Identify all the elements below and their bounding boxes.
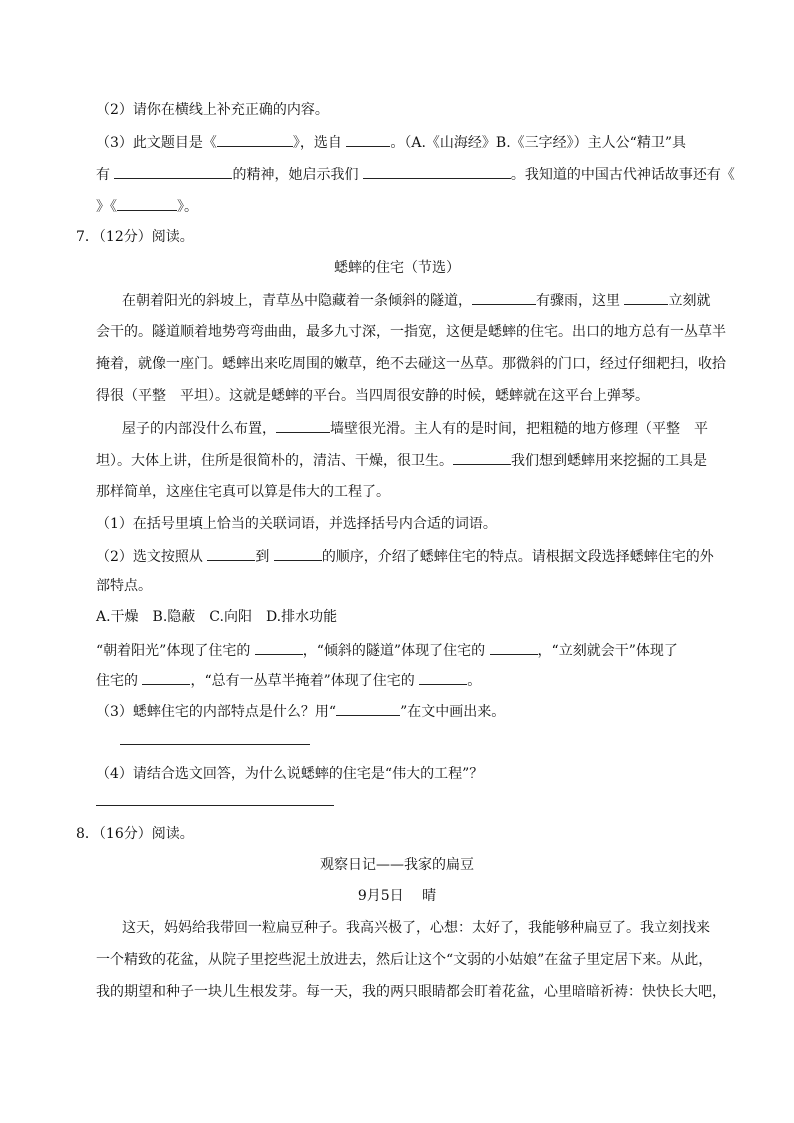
answer-blank[interactable] [624,290,668,305]
answer-blank[interactable] [114,164,232,179]
q7-options: A.干燥 B.隐蔽 C.向阳 D.排水功能 [96,609,338,625]
q8-line1: 这天，妈妈给我带回一粒扁豆种子。我高兴极了，心想：太好了，我能够种扁豆了。我立刻找来 [122,920,710,936]
answer-blank[interactable] [142,670,190,685]
q7-p1-line1: 在朝着阳光的斜坡上，青草丛中隐藏着一条倾斜的隧道， 有骤雨，这里 立刻就 [122,290,710,311]
answer-blank[interactable] [117,196,177,211]
answer-blank[interactable] [419,670,467,685]
q8-header: 8．（16分）阅读。 [76,826,194,842]
q8-passage-title: 观察日记——我家的扁豆 [320,857,474,873]
answer-blank[interactable] [472,290,536,305]
answer-blank[interactable] [363,164,511,179]
q7-sub1: （1）在括号里填上恰当的关联词语，并选择括号内合适的词语。 [96,516,497,532]
q7-sub3: （3）蟋蟀住宅的内部特点是什么？用“ ”在文中画出来。 [96,701,505,722]
q7-header: 7．（12分）阅读。 [76,229,194,245]
answer-blank[interactable] [346,132,390,147]
q7-p2-line1: 屋子的内部没什么布置， 墙壁很光滑。主人有的是时间，把粗糙的地方修理（平整 平 [122,418,708,439]
answer-blank[interactable] [255,640,303,655]
q7-passage-title: 蟋蟀的住宅（节选） [334,260,460,276]
answer-blank[interactable] [490,640,538,655]
q7-p1-line4: 得很（平整 平坦）。这就是蟋蟀的平台。当四周很安静的时候，蟋蟀就在这平台上弹琴。 [96,388,649,404]
answer-blank[interactable] [276,418,330,433]
q6-sub3-line2: 有 的精神，她启示我们 。我知道的中国古代神话故事还有《 [96,164,735,185]
answer-line[interactable] [96,805,334,806]
q7-sub4: （4）请结合选文回答，为什么说蟋蟀的住宅是“伟大的工程”？ [96,766,484,782]
answer-blank[interactable] [217,132,293,147]
q7-sub2-line2: 部特点。 [96,578,152,594]
answer-blank[interactable] [207,546,255,561]
q7-p1-line2: 会干的。隧道顺着地势弯弯曲曲，最多九寸深，一指宽，这便是蟋蟀的住宅。出口的地方总有一丛草半 [96,324,726,340]
q6-sub3-line1: （3）此文题目是《 》，选自 。（A.《山海经》B.《三字经》）主人公“精卫”具 [96,132,686,153]
q8-line3: 我的期望和种子一块儿生根发芽。每一天，我的两只眼睛都会盯着花盆，心里暗暗祈祷：快快长大吧， [96,984,726,1000]
q7-fill-line1: “朝着阳光”体现了住宅的 ，“倾斜的隧道”体现了住宅的 ，“立刻就会干”体现了 [96,640,678,661]
underline-mark [336,701,400,716]
q7-sub2-line1: （2）选文按照从 到 的顺序，介绍了蟋蟀住宅的特点。请根据文段选择蟋蟀住宅的外 [96,546,714,567]
q7-p1-line3: 掩着，就像一座门。蟋蟀出来吃周围的嫩草，绝不去碰这一丛草。那微斜的门口，经过仔细耙扫，收拾 [96,356,726,372]
answer-line[interactable] [120,744,310,745]
q6-sub2: （2）请你在横线上补充正确的内容。 [96,102,329,118]
q7-fill-line2: 住宅的 ，“总有一丛草半掩着”体现了住宅的 。 [96,670,481,691]
q8-line2: 一个精致的花盆，从院子里挖些泥土放进去，然后让这个“文弱的小姑娘”在盆子里定居下来。从此， [96,952,713,968]
q7-p2-line3: 那样简单，这座住宅真可以算是伟大的工程了。 [96,484,390,500]
answer-blank[interactable] [453,450,511,465]
answer-blank[interactable] [274,546,322,561]
q8-diary-date: 9月5日 晴 [357,888,437,904]
q6-sub3-line3: 》《 》。 [96,196,198,217]
q7-p2-line2: 坦）。大体上讲，住所是很简朴的，清洁、干燥，很卫生。 我们想到蟋蟀用来挖掘的工具是 [96,450,707,471]
